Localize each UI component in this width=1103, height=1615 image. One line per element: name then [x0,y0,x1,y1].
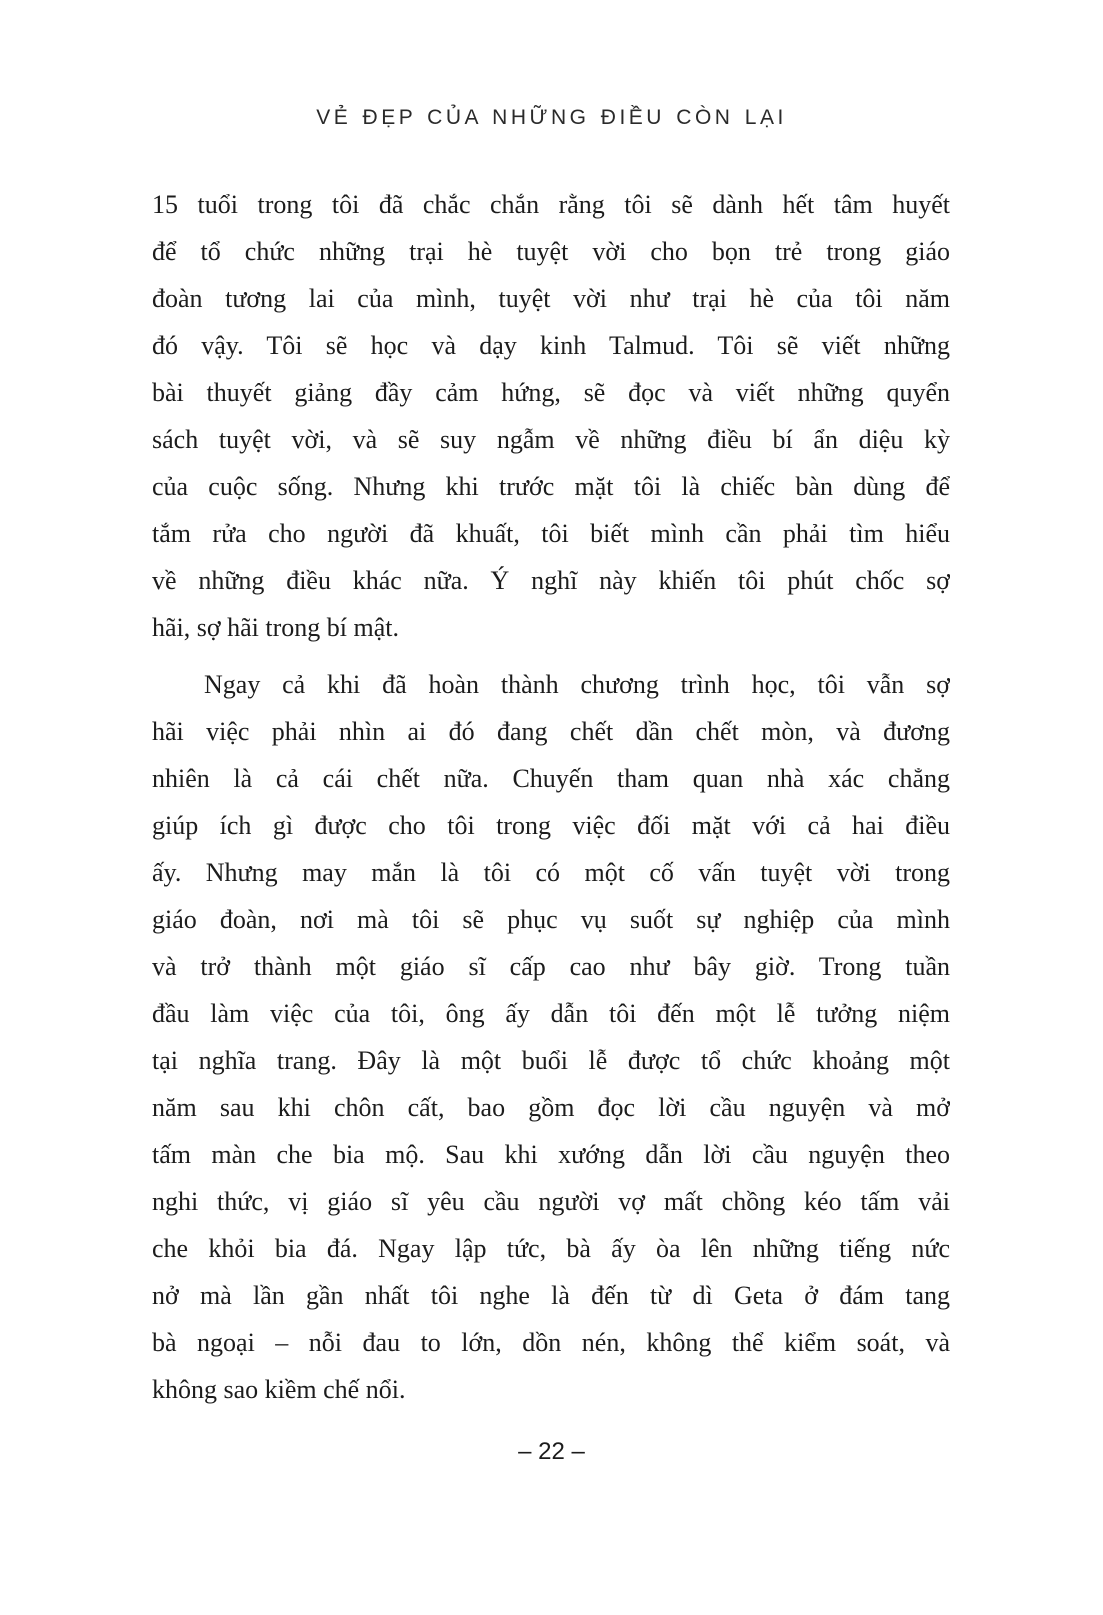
text-line: để tổ chức những trại hè tuyệt vời cho bọn trẻ trong giáo [152,237,950,266]
text-line: năm sau khi chôn cất, bao gồm đọc lời cầu nguyện và mở [152,1093,950,1122]
text-line: Ngay cả khi đã hoàn thành chương trình học, tôi vẫn sợ [204,670,950,699]
text-line: đoàn tương lai của mình, tuyệt vời như trại hè của tôi năm [152,284,950,313]
text-line: 15 tuổi trong tôi đã chắc chắn rằng tôi sẽ dành hết tâm huyết [152,190,950,219]
text-line: giáo đoàn, nơi mà tôi sẽ phục vụ suốt sự nghiệp của mình [152,905,950,934]
text-line: tại nghĩa trang. Đây là một buổi lễ được tổ chức khoảng một [152,1046,950,1075]
text-line: nhiên là cả cái chết nữa. Chuyến tham quan nhà xác chẳng [152,764,950,793]
text-line: tắm rửa cho người đã khuất, tôi biết mình cần phải tìm hiểu [152,519,950,548]
text-line: nở mà lần gần nhất tôi nghe là đến từ dì Geta ở đám tang [152,1281,950,1310]
text-line: giúp ích gì được cho tôi trong việc đối mặt với cả hai điều [152,811,950,840]
text-line: hãi, sợ hãi trong bí mật. [152,613,399,642]
paragraph [152,661,950,1413]
text-line: đó vậy. Tôi sẽ học và dạy kinh Talmud. Tôi sẽ viết những [152,331,950,360]
text-line: nghi thức, vị giáo sĩ yêu cầu người vợ mất chồng kéo tấm vải [152,1187,950,1216]
text-line: che khỏi bia đá. Ngay lập tức, bà ấy òa lên những tiếng nức [152,1234,950,1263]
text-line: và trở thành một giáo sĩ cấp cao như bây giờ. Trong tuần [152,952,950,981]
text-line: tấm màn che bia mộ. Sau khi xướng dẫn lời cầu nguyện theo [152,1140,950,1169]
text-line: bà ngoại – nỗi đau to lớn, dồn nén, không thể kiểm soát, và [152,1328,950,1357]
body-text [152,181,950,1413]
text-line: của cuộc sống. Nhưng khi trước mặt tôi là chiếc bàn dùng để [152,472,950,501]
text-line: sách tuyệt vời, và sẽ suy ngẫm về những điều bí ẩn diệu kỳ [152,425,950,454]
page-number: – 22 – [518,1438,585,1465]
text-line: không sao kiềm chế nổi. [152,1375,406,1404]
running-header: VẺ ĐẸP CỦA NHỮNG ĐIỀU CÒN LẠI [316,106,787,129]
text-line: về những điều khác nữa. Ý nghĩ này khiến tôi phút chốc sợ [152,566,950,595]
paragraph [152,181,950,651]
text-line: đầu làm việc của tôi, ông ấy dẫn tôi đến một lễ tưởng niệm [152,999,950,1028]
text-line: hãi việc phải nhìn ai đó đang chết dần chết mòn, và đương [152,717,950,746]
text-line: ấy. Nhưng may mắn là tôi có một cố vấn tuyệt vời trong [152,858,950,887]
text-line: bài thuyết giảng đầy cảm hứng, sẽ đọc và viết những quyển [152,378,950,407]
